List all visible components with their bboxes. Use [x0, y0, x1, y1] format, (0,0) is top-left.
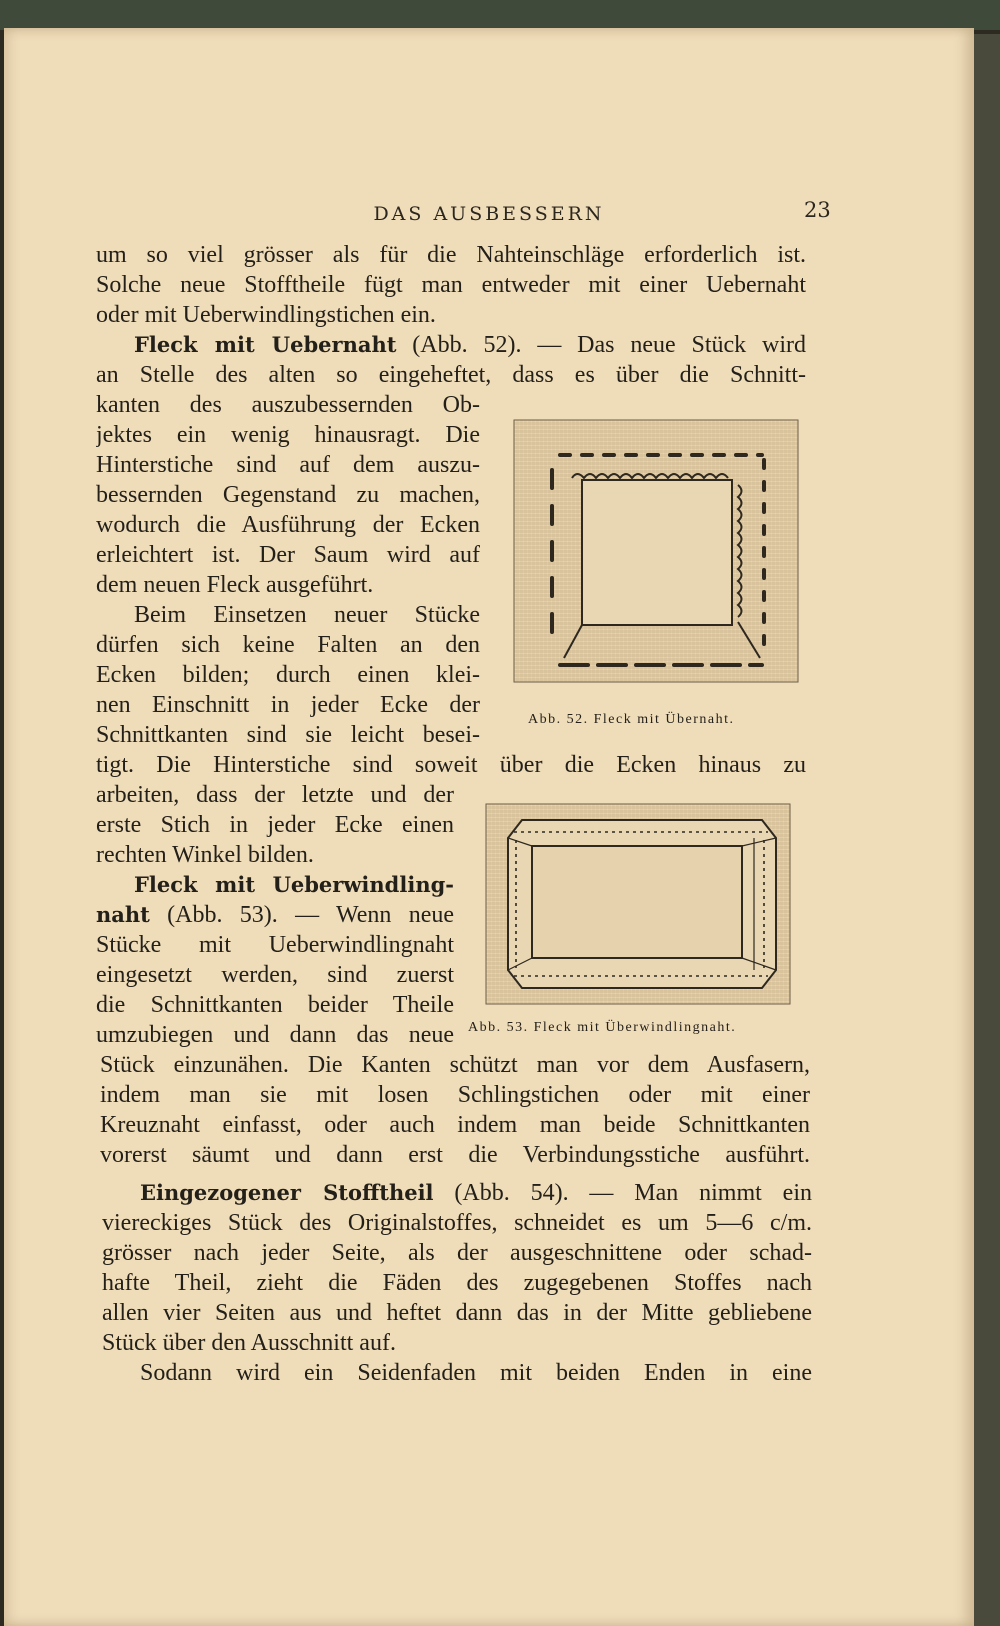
page-number: 23: [804, 198, 831, 222]
text-line: Solche neue Stofftheile fügt man entweder mit einer Uebernaht: [96, 272, 806, 298]
text-line: dem neuen Fleck ausgeführt.: [96, 572, 374, 598]
text-line: bessernden Gegenstand zu machen,: [96, 482, 480, 508]
text-line: viereckiges Stück des Originalstoffes, schneidet es um 5—6 c/m.: [102, 1210, 812, 1236]
text-line: jektes ein wenig hinausragt. Die: [96, 422, 480, 448]
text-line: Hinterstiche sind auf dem auszu-: [96, 452, 480, 478]
text-line: die Schnittkanten beider Theile: [96, 992, 454, 1018]
text-line: [134, 870, 454, 900]
figure-52-caption: Abb. 52. Fleck mit Übernaht.: [528, 712, 735, 727]
text-line: vorerst säumt und dann erst die Verbindungsstiche ausführt.: [100, 1142, 810, 1168]
text-line: [96, 900, 454, 930]
text-span: (Abb. 54). — Man nimmt ein: [454, 1180, 812, 1206]
text-span: (Abb. 52). — Das neue Stück wird: [412, 332, 806, 358]
text-line: [140, 1178, 812, 1208]
text-span: (Abb. 53). — Wenn neue: [167, 902, 454, 928]
text-line: allen vier Seiten aus und heftet dann das in der Mitte gebliebene: [102, 1300, 812, 1326]
section-heading: Eingezogener Stofftheil: [140, 1180, 434, 1205]
text-line: Stück über den Ausschnitt auf.: [102, 1330, 396, 1356]
text-line: eingesetzt werden, sind zuerst: [96, 962, 454, 988]
text-line: Sodann wird ein Seidenfaden mit beiden Enden in eine: [140, 1360, 812, 1386]
book-edge: [974, 34, 1000, 1626]
figure-53-caption: Abb. 53. Fleck mit Überwindlingnaht.: [468, 1020, 737, 1035]
text-line: arbeiten, dass der letzte und der: [96, 782, 454, 808]
text-line: um so viel grösser als für die Nahteinschläge erforderlich ist.: [96, 242, 806, 268]
figure-52-patch-uebernaht: [512, 390, 802, 690]
running-title: DAS AUSBESSERN: [373, 203, 605, 225]
text-line: indem man sie mit losen Schlingstichen oder mit einer: [100, 1082, 810, 1108]
text-line: grösser nach jeder Seite, als der ausgeschnittene oder schad-: [102, 1240, 812, 1266]
scan-top-band: [0, 0, 1000, 30]
text-line: erleichtert ist. Der Saum wird auf: [96, 542, 480, 568]
text-line: umzubiegen und dann das neue: [96, 1022, 454, 1048]
text-line: hafte Theil, zieht die Fäden des zugegebenen Stoffes nach: [102, 1270, 812, 1296]
text-line: Stück einzunähen. Die Kanten schützt man vor dem Ausfasern,: [100, 1052, 810, 1078]
text-line: oder mit Ueberwindlingstichen ein.: [96, 302, 436, 328]
text-line: Ecken bilden; durch einen klei-: [96, 662, 480, 688]
text-line: dürfen sich keine Falten an den: [96, 632, 480, 658]
text-line: rechten Winkel bilden.: [96, 842, 314, 868]
text-line: erste Stich in jeder Ecke einen: [96, 812, 454, 838]
figure-53-patch-ueberwindlingnaht: [484, 798, 794, 1008]
text-line: wodurch die Ausführung der Ecken: [96, 512, 480, 538]
section-heading: Fleck mit Uebernaht: [134, 332, 397, 357]
section-heading: naht: [96, 902, 150, 927]
text-line: [134, 330, 806, 360]
book-page: [4, 28, 974, 1626]
text-line: nen Einschnitt in jeder Ecke der: [96, 692, 480, 718]
text-line: Beim Einsetzen neuer Stücke: [134, 602, 480, 628]
text-line: tigt. Die Hinterstiche sind soweit über die Ecken hinaus zu: [96, 752, 806, 778]
text-line: kanten des auszubessernden Ob-: [96, 392, 480, 418]
section-heading: Fleck mit Ueberwindling-: [134, 872, 454, 897]
text-line: Stücke mit Ueberwindlingnaht: [96, 932, 454, 958]
text-line: Schnittkanten sind sie leicht besei-: [96, 722, 480, 748]
text-line: Kreuznaht einfasst, oder auch indem man beide Schnittkanten: [100, 1112, 810, 1138]
text-line: an Stelle des alten so eingeheftet, dass es über die Schnitt-: [96, 362, 806, 388]
